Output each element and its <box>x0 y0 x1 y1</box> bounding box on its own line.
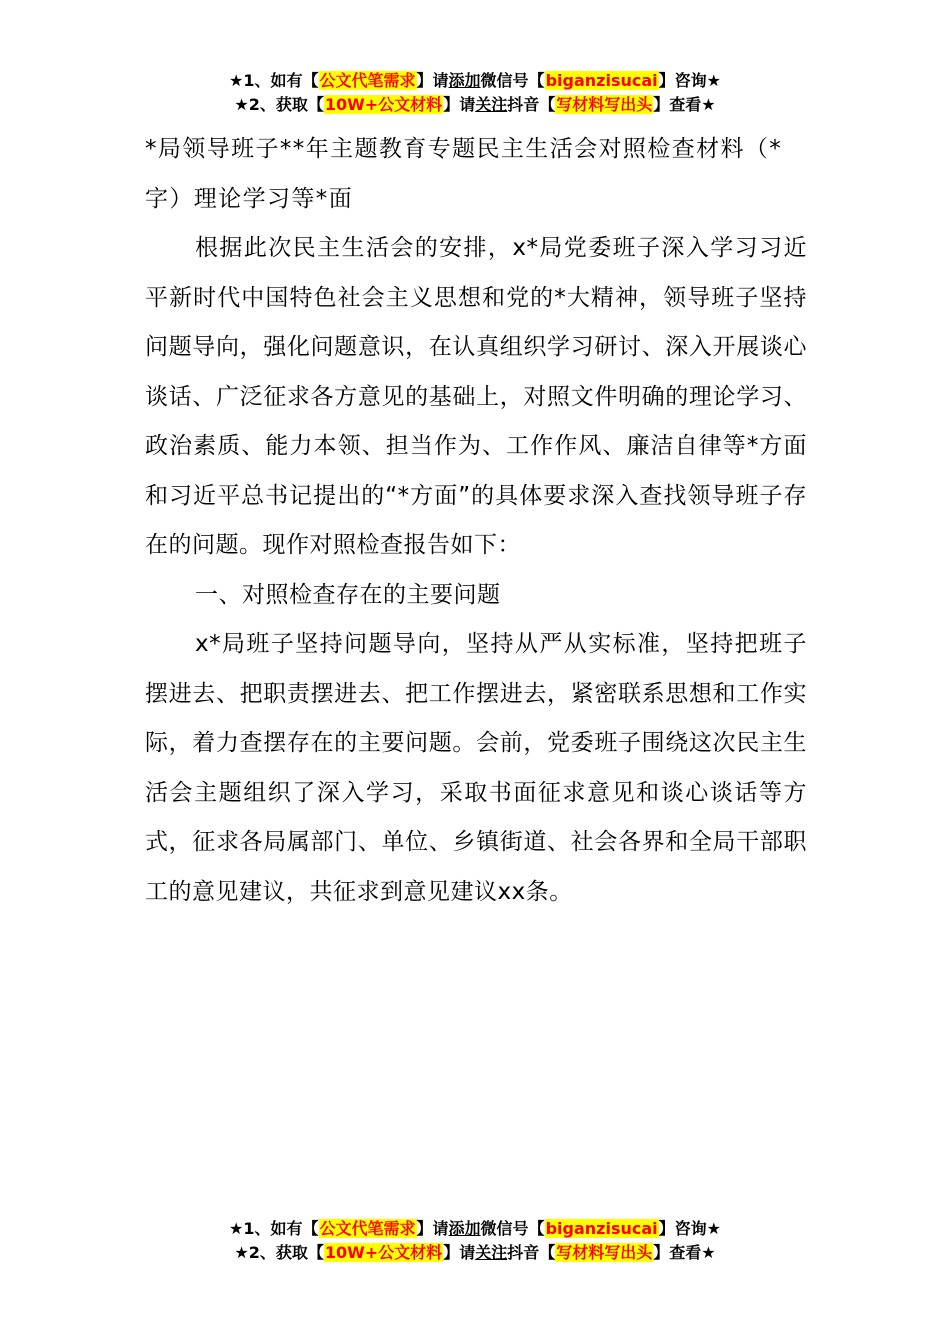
banner-highlight: 公文代笔需求 <box>319 71 416 90</box>
banner-text: 微信号【 <box>480 1219 545 1238</box>
banner-highlight: 10W+公文材料 <box>324 1243 443 1262</box>
section-paragraph: x*局班子坚持问题导向，坚持从严从实标准，坚持把班子摆进去、把职责摆进去、把工作摆进去，紧密联系思想和工作实际，着力查摆存在的主要问题。会前，党委班子围绕这次民主生活会主题组织了深入学习，采取书面征求意见和谈心谈话等方式，征求各局属部门、单位、乡镇街道、社会各界和全局干部职工的意见建议，共征求到意见建议xx条。 <box>145 631 807 905</box>
banner-text: 】请 <box>416 71 449 90</box>
banner-highlight: biganzisucai <box>545 71 658 90</box>
banner-line-1 <box>0 1217 950 1241</box>
banner-highlight: 公文代笔需求 <box>319 1219 416 1238</box>
banner-emphasis: 添加 <box>448 1219 481 1238</box>
banner-text: ★2、获取【 <box>234 95 324 114</box>
header-banner <box>0 69 950 117</box>
banner-text: 】请 <box>443 95 476 114</box>
banner-emphasis: 关注 <box>475 1243 508 1262</box>
banner-emphasis: 关注 <box>475 95 508 114</box>
banner-highlight: biganzisucai <box>545 1219 658 1238</box>
banner-emphasis: 添加 <box>448 71 481 90</box>
banner-text: 】咨询★ <box>658 1219 721 1238</box>
banner-text: ★2、获取【 <box>234 1243 324 1262</box>
banner-text: 】查看★ <box>653 1243 716 1262</box>
banner-line-2 <box>0 93 950 117</box>
intro-paragraph: 根据此次民主生活会的安排，x*局党委班子深入学习习近平新时代中国特色社会主义思想和党的*大精神，领导班子坚持问题导向，强化问题意识，在认真组织学习研讨、深入开展谈心谈话、广泛征求各方意见的基础上，对照文件明确的理论学习、政治素质、能力本领、担当作为、工作作风、廉洁自律等*方面和习近平总书记提出的“*方面”的具体要求深入查找领导班子存在的问题。现作对照检查报告如下： <box>145 235 807 558</box>
banner-line-2 <box>0 1241 950 1265</box>
footer-banner <box>0 1217 950 1265</box>
banner-highlight: 写材料写出头 <box>556 1243 653 1262</box>
banner-text: 抖音【 <box>507 1243 556 1262</box>
section-heading: 一、对照检查存在的主要问题 <box>195 581 501 608</box>
banner-text: ★1、如有【 <box>229 1219 319 1238</box>
banner-text: 】请 <box>416 1219 449 1238</box>
banner-line-1 <box>0 69 950 93</box>
banner-text: 微信号【 <box>480 71 545 90</box>
document-title: *局领导班子**年主题教育专题民主生活会对照检查材料（*字）理论学习等*面 <box>145 136 783 212</box>
document-body <box>145 125 807 917</box>
banner-text: 】咨询★ <box>658 71 721 90</box>
banner-text: 】查看★ <box>653 95 716 114</box>
banner-text: 】请 <box>443 1243 476 1262</box>
banner-text: 抖音【 <box>507 95 556 114</box>
banner-highlight: 10W+公文材料 <box>324 95 443 114</box>
banner-highlight: 写材料写出头 <box>556 95 653 114</box>
banner-text: ★1、如有【 <box>229 71 319 90</box>
